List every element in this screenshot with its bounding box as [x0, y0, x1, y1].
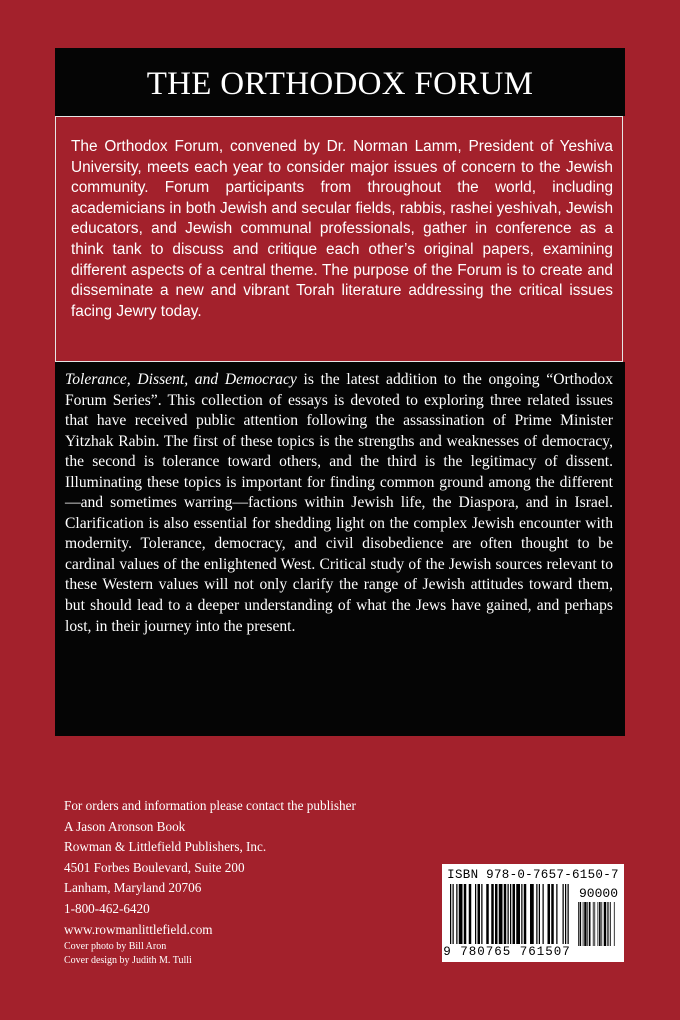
ean-barcode: [450, 884, 572, 944]
barcode-bar: [563, 884, 564, 944]
barcode-bar: [499, 884, 503, 944]
barcode-bar: [610, 902, 611, 946]
barcode-bar: [478, 884, 481, 944]
barcode-bar: [607, 902, 608, 946]
barcode-bar: [584, 902, 586, 946]
barcode-bar: [491, 884, 494, 944]
barcode-bar: [598, 902, 599, 946]
barcode-bar: [486, 884, 489, 944]
forum-about-box: [55, 116, 623, 362]
cover-photo-credit: Cover photo by Bill Aron: [64, 941, 167, 953]
barcode-bar: [548, 884, 551, 944]
barcode-bar: [510, 884, 511, 944]
barcode-bar: [469, 884, 472, 944]
barcode-bar: [524, 884, 527, 944]
barcode-bar: [495, 884, 498, 944]
barcode-bar: [594, 902, 595, 946]
cover-design-credit: Cover design by Judith M. Tulli: [64, 955, 192, 967]
forum-title: THE ORTHODOX FORUM: [146, 66, 534, 102]
barcode-bar: [543, 884, 544, 944]
isbn-label: ISBN 978-0-7657-6150-7: [447, 868, 619, 882]
barcode-bar: [604, 902, 606, 946]
barcode-bar: [551, 884, 554, 944]
book-description-text: is the latest addition to the ongoing “Orthodox Forum Series”. This collection of essays is devoted to exploring three related issues that have received public attention following the assassination of Prime Minister Yitzhak Rabin. The first of these topics is the strengths and weaknesses of democracy, the second is tolerance toward others, and the third is the legitimacy of dissent. Illuminating these topics is important for finding common ground among the different—and sometimes warring—factions within Jewish life, the Diaspora, and in Israel. Clarification is also essential for shedding light on the complex Jewish encounter with modernity. Tolerance, democracy, and civil disobedience are often thought to be cardinal values of the enlightened West. Critical study of the Jewish sources relevant to these Western values will not only clarify the range of Jewish attitudes toward them, but should lead to a deeper understanding of what the Jews have gained, and perhaps lost, in their journey into the present.: [65, 371, 613, 635]
publisher-name: Rowman & Littlefield Publishers, Inc.: [64, 839, 267, 855]
title-banner: [55, 48, 625, 116]
book-description: [55, 362, 625, 637]
barcode-bar: [556, 884, 557, 944]
phone-number: 1-800-462-6420: [64, 900, 150, 916]
barcode-bar: [481, 884, 482, 944]
website-url: www.rowmanlittlefield.com: [64, 921, 213, 937]
barcode-bar: [593, 902, 594, 946]
barcode-bar: [453, 884, 454, 944]
contact-line: For orders and information please contact the publisher: [64, 798, 356, 813]
barcode-bar: [530, 884, 534, 944]
barcode-bar: [464, 884, 467, 944]
address-street: 4501 Forbes Boulevard, Suite 200: [64, 859, 245, 875]
barcode-bar: [608, 902, 609, 946]
forum-about-text: The Orthodox Forum, convened by Dr. Norman Lamm, President of Yeshiva University, meets each year to consider major issues of concern to the Jewish community. Forum participants from throughout the world, including academicians in both Jewish and secular fields, rabbis, rashei yeshivah, Jewish educators, and Jewish communal professionals, gather in conference as a think tank to discuss and critique each other’s original papers, examining different aspects of a central theme. The purpose of the Forum is to create and disseminate a new and vibrant Torah literature addressing the critical issues facing Jewry today.: [71, 138, 613, 320]
barcode-bar: [521, 884, 522, 944]
barcode-bar: [599, 902, 601, 946]
ean-number: 9 780765 761507: [443, 945, 571, 959]
imprint-line: A Jason Aronson Book: [64, 818, 186, 834]
barcode-bar: [589, 902, 591, 946]
barcode-bar: [583, 902, 584, 946]
barcode-bar: [504, 884, 507, 944]
barcode-bar: [601, 902, 602, 946]
book-title-italic: Tolerance, Dissent, and Democracy: [65, 371, 297, 388]
barcode-bar: [565, 884, 566, 944]
barcode-bar: [568, 884, 569, 944]
barcode-bar: [580, 902, 582, 946]
barcode-bar: [513, 884, 516, 944]
address-city: Lanham, Maryland 20706: [64, 880, 202, 896]
barcode-bar: [459, 884, 463, 944]
barcode-bar: [475, 884, 476, 944]
addon-barcode: [578, 902, 618, 946]
publisher-info: [64, 796, 356, 969]
barcode-bar: [456, 884, 457, 944]
barcode-bar: [536, 884, 537, 944]
barcode-panel: [442, 864, 624, 962]
book-description-box: [55, 362, 625, 736]
barcode-bar: [578, 902, 579, 946]
barcode-bar: [587, 902, 588, 946]
barcode-bar: [539, 884, 540, 944]
barcode-bar: [450, 884, 451, 944]
price-code: 90000: [578, 886, 618, 901]
barcode-bar: [614, 902, 615, 946]
barcode-bar: [516, 884, 520, 944]
barcode-bar: [508, 884, 509, 944]
